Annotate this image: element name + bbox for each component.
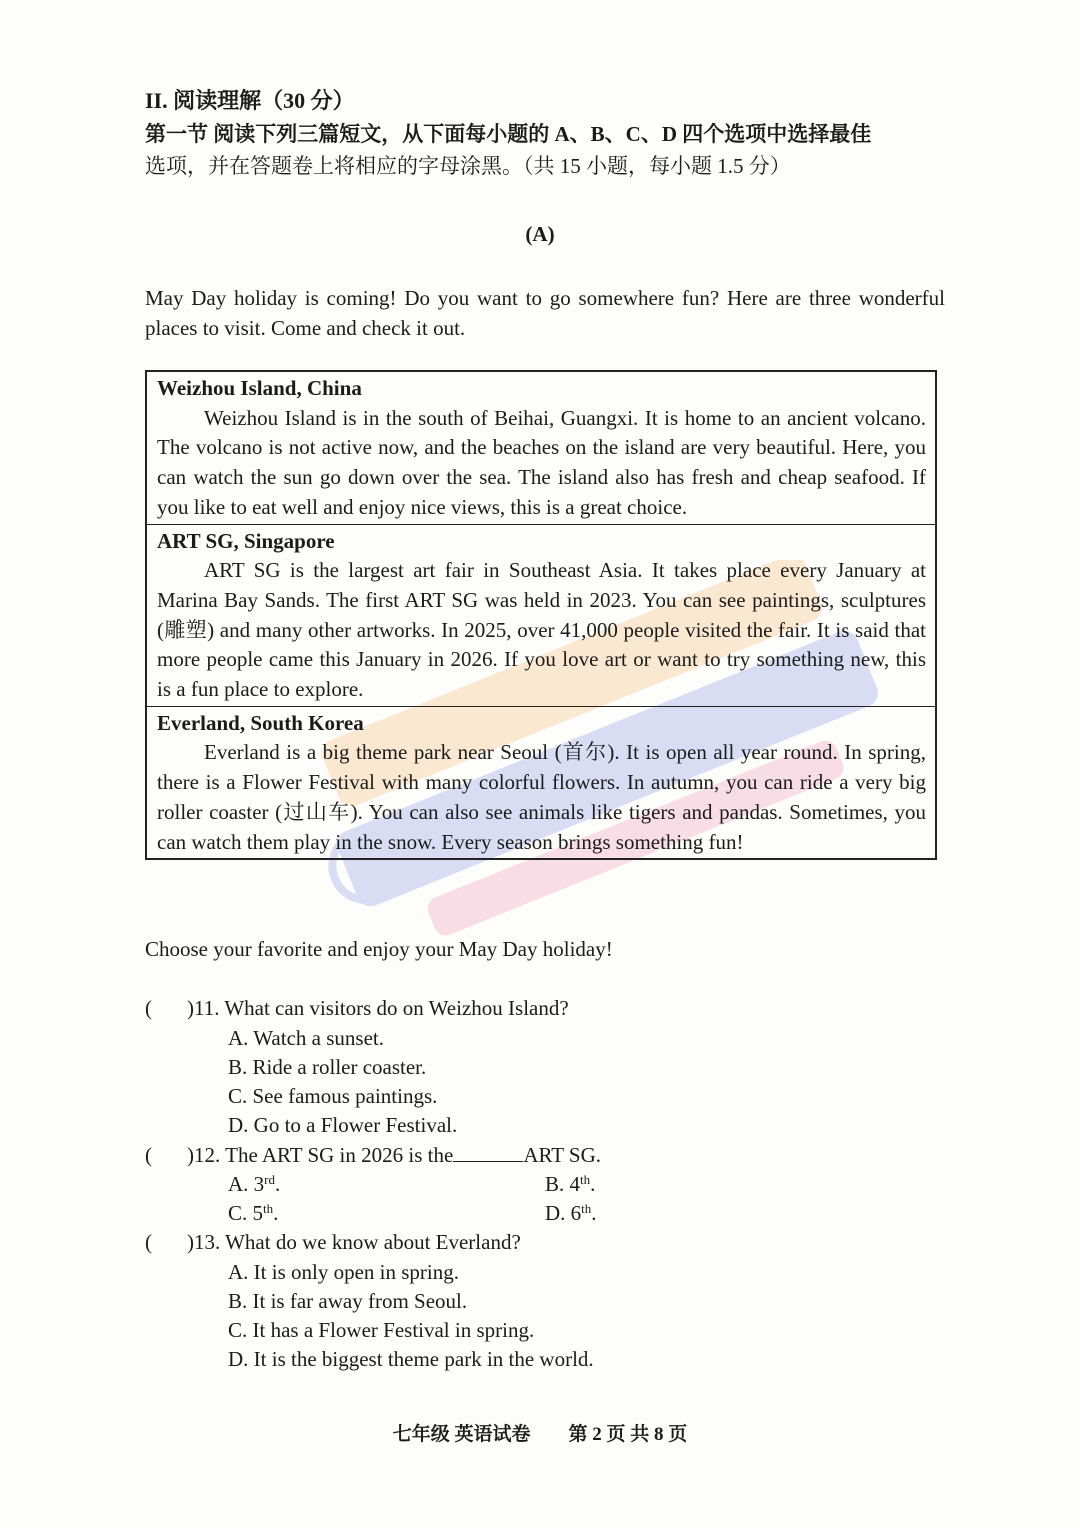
passage-intro: May Day holiday is coming! Do you want to go somewhere fun? Here are three wonderful places to visit. Come and check it out. — [145, 286, 945, 340]
q12-answer-paren[interactable]: ( — [145, 1143, 152, 1167]
q12-option-d: D. 6th. — [545, 1201, 597, 1225]
q13-option-a: A. It is only open in spring. — [228, 1260, 459, 1284]
places-table — [145, 370, 937, 860]
section-title: II. 阅读理解（30 分） — [145, 88, 355, 113]
page-footer: 七年级 英语试卷 第 2 页 共 8 页 — [392, 1424, 688, 1445]
passage-label: (A) — [525, 222, 555, 246]
instruction-line-2: 选项，并在答题卷上将相应的字母涂黑。（共 15 小题，每小题 1.5 分） — [145, 154, 791, 178]
place-name: Weizhou Island, China — [157, 376, 362, 400]
place-name: Everland, South Korea — [157, 710, 364, 735]
q11-option-a: A. Watch a sunset. — [228, 1026, 384, 1050]
q13-option-b: B. It is far away from Seoul. — [228, 1289, 468, 1313]
q12-option-c: C. 5th. — [228, 1201, 279, 1225]
q11-option-d: D. Go to a Flower Festival. — [228, 1113, 458, 1137]
instruction-line-1: 第一节 阅读下列三篇短文，从下面每小题的 A、B、C、D 四个选项中选择最佳 — [145, 122, 872, 146]
passage-closing: Choose your favorite and enjoy your May Day holiday! — [145, 937, 613, 961]
q12-stem-after: ART SG. — [523, 1143, 602, 1167]
section-instruction — [145, 118, 945, 182]
q13-answer-paren[interactable]: ( — [145, 1230, 152, 1254]
q11-option-b: B. Ride a roller coaster. — [228, 1055, 427, 1079]
q11-answer-paren[interactable]: ( — [145, 996, 152, 1020]
q12-option-a: A. 3rd. — [228, 1172, 281, 1196]
q13-option-c: C. It has a Flower Festival in spring. — [228, 1318, 535, 1342]
q12-stem — [187, 1143, 601, 1168]
place-description: ART SG is the largest art fair in Southeast Asia. It takes place every January at Marina Bay Sands. The first ART SG was held in 2023. You can see paintings, sculptures (雕塑) and many other artworks. In 2025, over 41,000 people visited the fair. It is said that more people came this January in 2026. If you love art or want to try something new, this is a fun place to explore. — [157, 558, 926, 702]
place-cell-artsg — [147, 525, 935, 707]
place-cell-everland — [147, 707, 935, 859]
q12-blank — [453, 1143, 523, 1162]
place-name: ART SG, Singapore — [157, 528, 335, 553]
q11-option-c: C. See famous paintings. — [228, 1084, 438, 1108]
q13-stem: )13. What do we know about Everland? — [187, 1230, 521, 1254]
q13-option-d: D. It is the biggest theme park in the world. — [228, 1347, 594, 1371]
q12-option-b: B. 4th. — [545, 1172, 596, 1196]
place-description: Everland is a big theme park near Seoul (首尔). It is open all year round. In spring, there is a Flower Festival with many colorful flowers. In autumn, you can ride a very big roller coaster (过山车). You can also see animals like tigers and pandas. Sometimes, you can watch them play in the snow. Every season brings something fun! — [157, 740, 926, 854]
q12-stem-before: )12. The ART SG in 2026 is the — [187, 1143, 454, 1167]
q11-stem: )11. What can visitors do on Weizhou Island? — [187, 996, 569, 1020]
place-description: Weizhou Island is in the south of Beihai, Guangxi. It is home to an ancient volcano. The volcano is not active now, and the beaches on the island are very beautiful. Here, you can watch the sun go down over the sea. The island also has fresh and cheap seafood. If you like to eat well and enjoy nice views, this is a great choice. — [157, 405, 926, 519]
place-cell-weizhou — [147, 372, 935, 525]
